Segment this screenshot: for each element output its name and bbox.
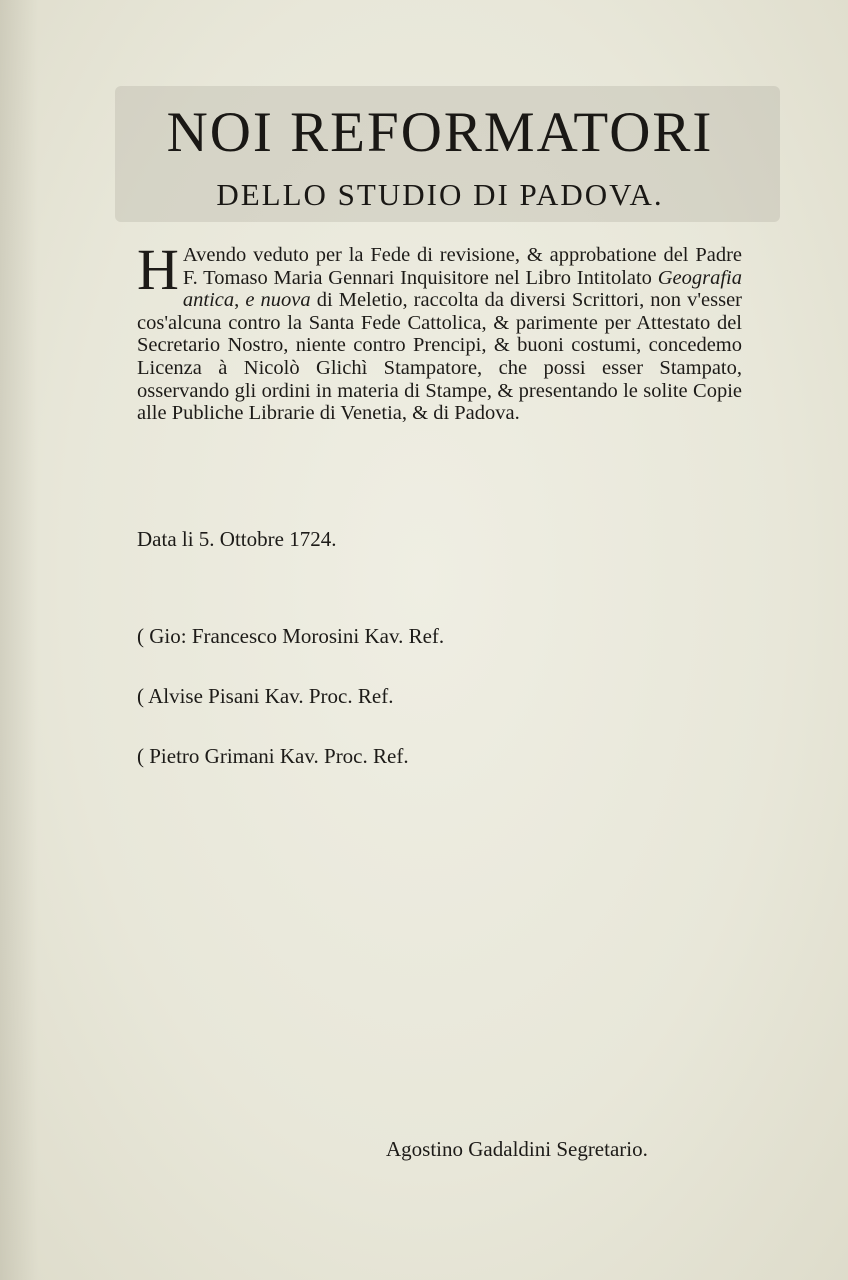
secretary-signature: Agostino Gadaldini Segretario. [386,1137,648,1161]
document-title: NOI REFORMATORI [166,101,714,164]
document-subtitle: DELLO STUDIO DI PADOVA. [216,177,664,212]
signatory: ( Pietro Grimani Kav. Proc. Ref. [137,744,409,768]
license-paragraph [137,237,743,425]
paragraph-part-2: , [234,289,246,312]
document-date: Data li 5. Ottobre 1724. [137,527,337,551]
book-title: Geografia antica [182,266,742,312]
signatories-list [137,622,444,802]
binding-shadow [0,0,38,1280]
paragraph-part-1: Avendo veduto per la Fede di revisione, & approbatione del Padre F. Tomaso Maria Gennari Inquisitore nel Libro Intitolato [182,244,742,289]
signatory: ( Gio: Francesco Morosini Kav. Ref. [137,624,445,648]
signatory: ( Alvise Pisani Kav. Proc. Ref. [137,684,394,708]
drop-cap: H [137,237,179,302]
paragraph-part-3: di Meletio, raccolta da diversi Scrittori, non v'esser cos'alcuna contro la Santa Fede Cattolica, & parimente per Attestato del Secretario Nostro, niente contro Prencipi, & buoni costumi, concedemo Licenza à Nicolò Glichì Stampatore, che possi esser Stampato, osservando gli ordini in materia di Stampe, & presentando le solite Copie alle Publiche Librarie di Venetia, & di Padova. [137,289,743,425]
book-title-conjunction: e nuova [245,289,311,312]
